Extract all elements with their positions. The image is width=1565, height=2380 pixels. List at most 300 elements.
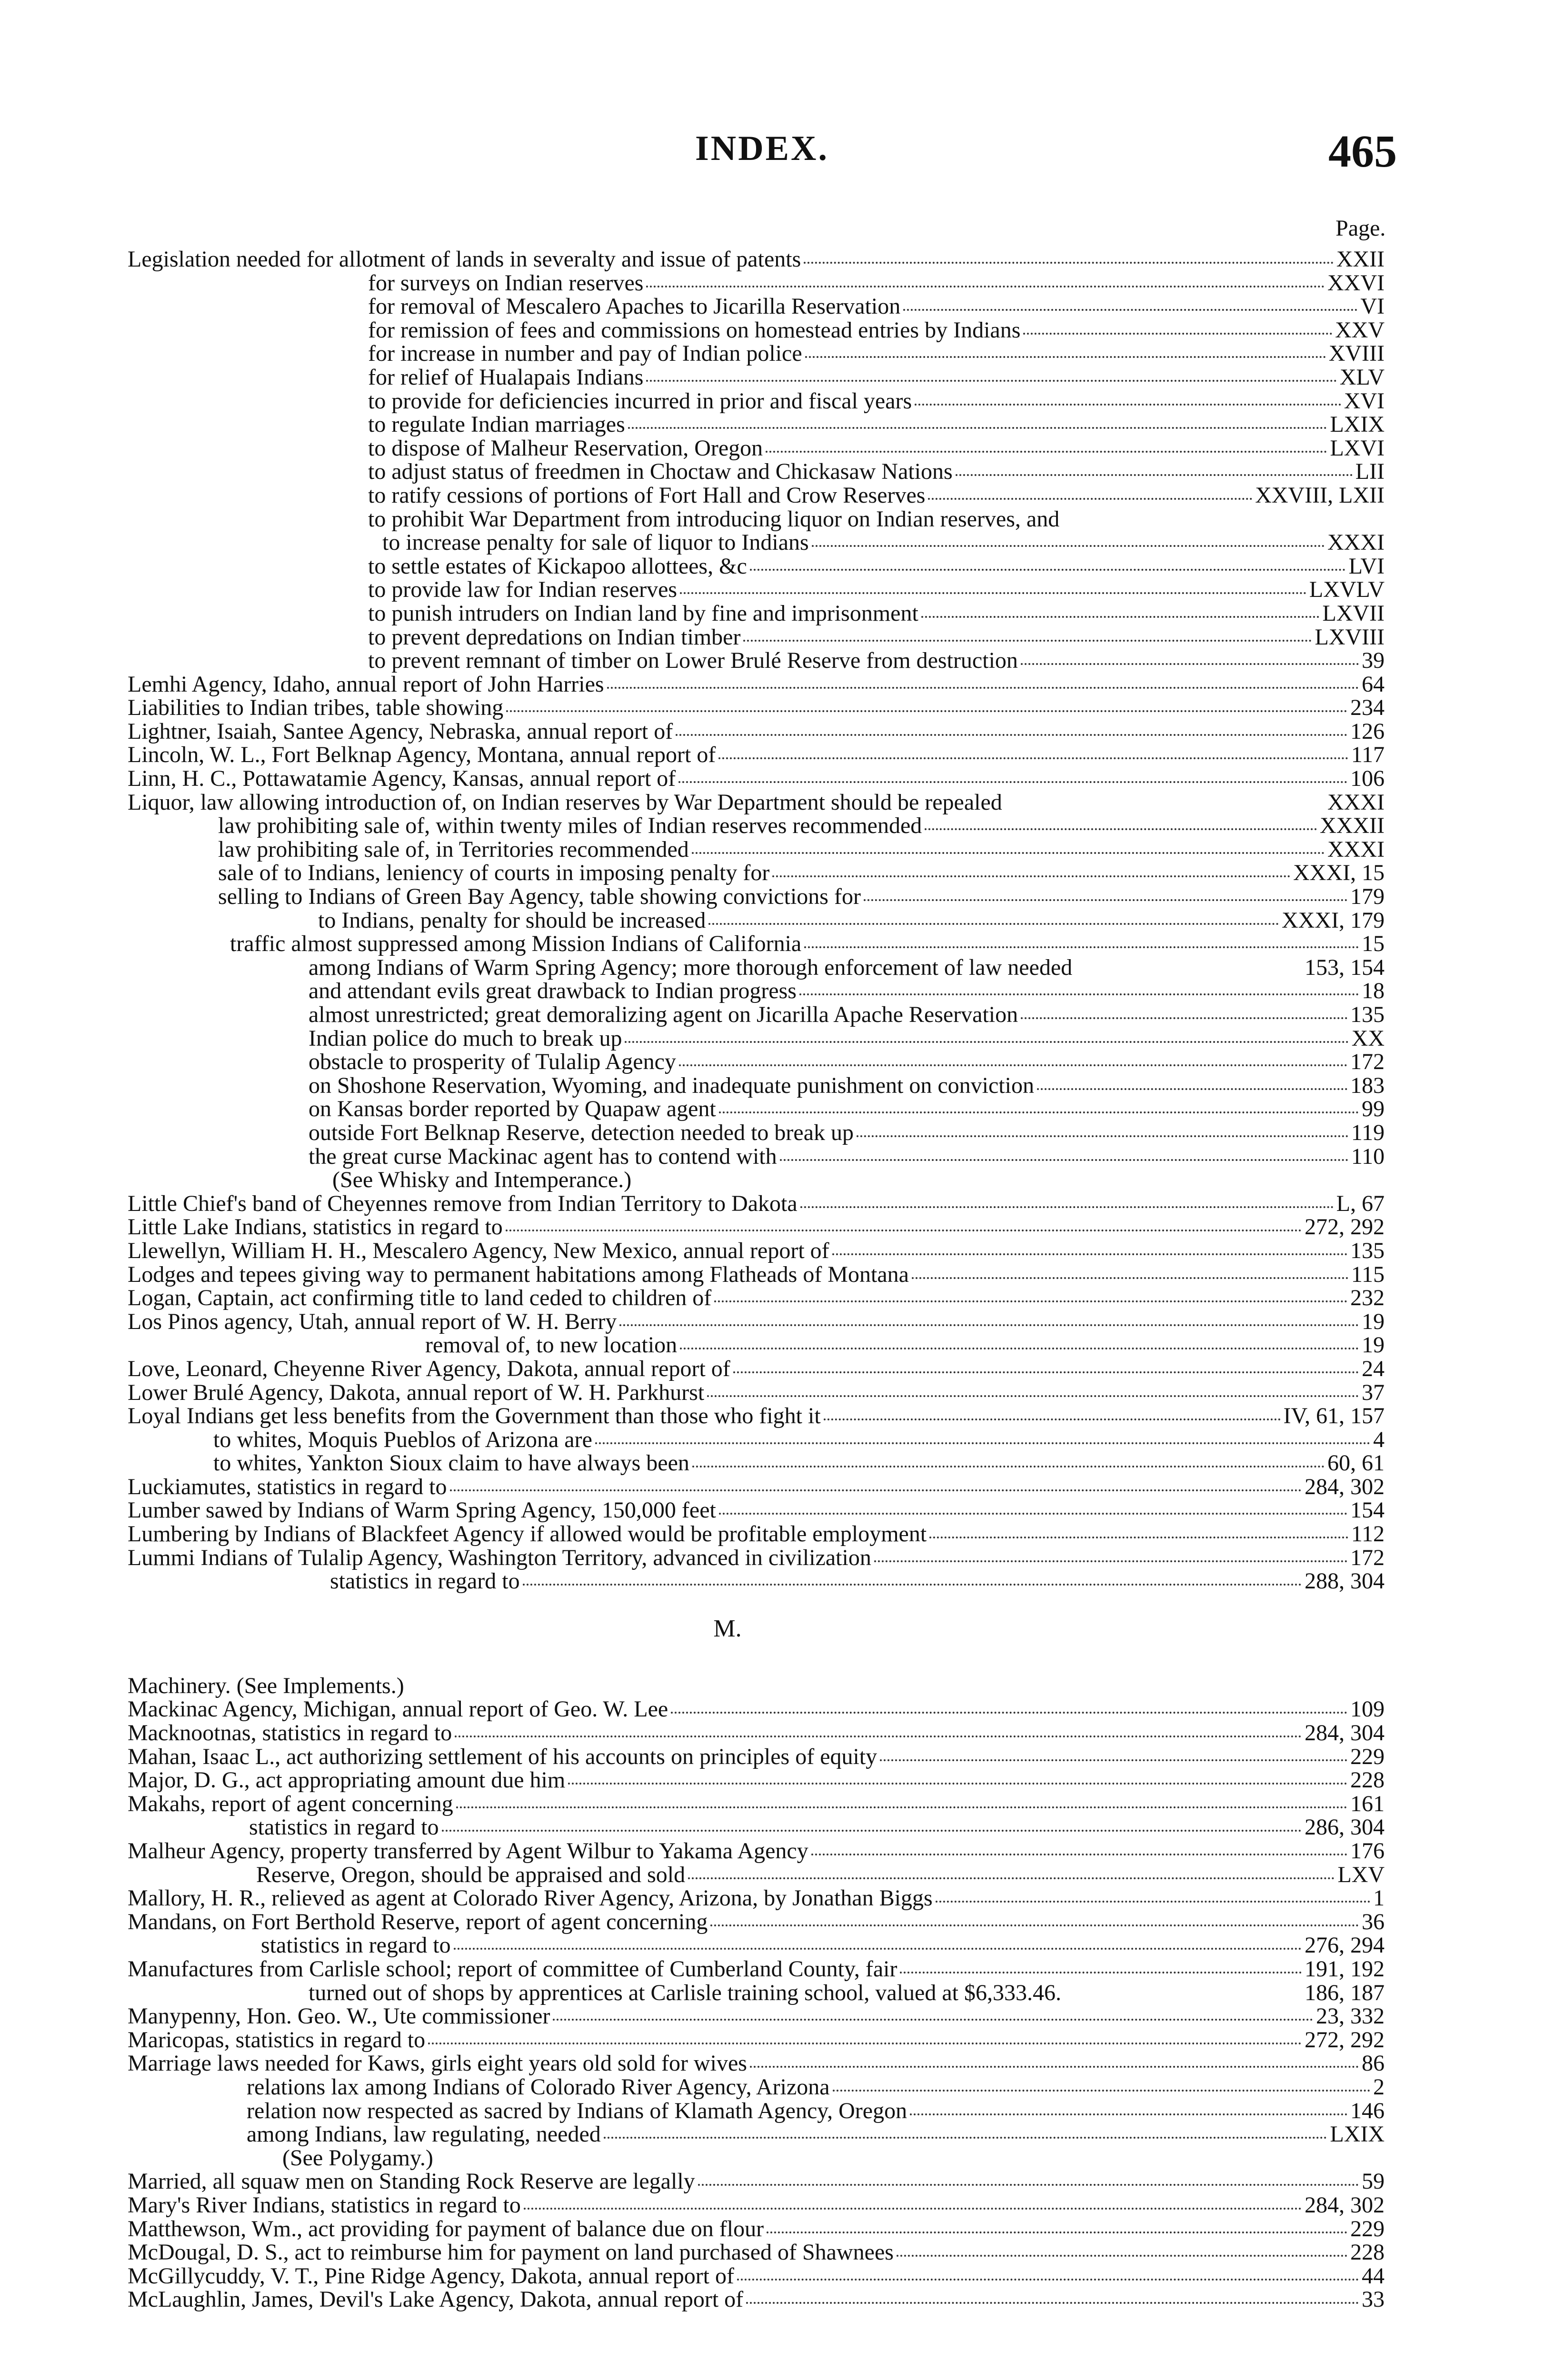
- entry-text: on Shoshone Reservation, Wyoming, and inadequate punishment on conviction: [309, 1072, 1034, 1098]
- entry-text: for increase in number and pay of Indian police: [368, 341, 802, 367]
- leader-dots: [604, 2137, 1327, 2139]
- index-entry: [128, 1357, 1385, 1381]
- entry-text: Lightner, Isaiah, Santee Agency, Nebraska, annual report of: [128, 718, 673, 744]
- entry-page-ref: 284, 302: [1305, 1474, 1385, 1499]
- entry-page-ref: 23, 332: [1316, 2003, 1385, 2029]
- leader-dots: [628, 427, 1327, 429]
- entry-page-ref: XXXI: [1327, 836, 1385, 862]
- entry-text: Lodges and tepees giving way to permanent habitations among Flatheads of Montana: [128, 1261, 909, 1287]
- index-entry: [128, 1475, 1385, 1499]
- entry-text: Reserve, Oregon, should be appraised and sold: [256, 1862, 686, 1887]
- index-entry: [128, 2193, 1385, 2217]
- leader-dots: [688, 1877, 1335, 1879]
- entry-page-ref: 64: [1362, 671, 1385, 697]
- leader-dots: [679, 1064, 1347, 1066]
- index-entry: [128, 2122, 1385, 2146]
- leader-dots: [746, 2302, 1359, 2304]
- index-entry: [128, 1027, 1385, 1051]
- index-entry: [128, 885, 1385, 909]
- leader-dots: [804, 262, 1333, 264]
- index-entry: [128, 460, 1385, 484]
- entry-page-ref: 288, 304: [1305, 1568, 1385, 1594]
- leader-dots: [897, 2255, 1347, 2257]
- entry-text: for remission of fees and commissions on homestead entries by Indians: [368, 317, 1021, 343]
- leader-dots: [766, 451, 1327, 453]
- entry-page-ref: 117: [1351, 742, 1385, 768]
- index-entry: [128, 2099, 1385, 2123]
- leader-dots: [719, 1513, 1347, 1515]
- index-entry: [128, 1569, 1385, 1593]
- index-entry: [128, 531, 1385, 555]
- leader-dots: [607, 687, 1359, 689]
- leader-dots: [442, 1830, 1302, 1832]
- entry-page-ref: XVIII: [1328, 341, 1385, 367]
- leader-dots: [698, 2184, 1359, 2186]
- index-entry: [128, 507, 1385, 531]
- entry-text: to settle estates of Kickapoo allottees, &c: [368, 553, 747, 579]
- leader-dots: [929, 1537, 1348, 1538]
- index-entry: [128, 861, 1385, 885]
- entry-page-ref: LXVII: [1322, 600, 1385, 626]
- index-entry: [128, 979, 1385, 1003]
- index-entry: [128, 2241, 1385, 2264]
- entry-text: Macknootnas, statistics in regard to: [128, 1720, 452, 1746]
- leader-dots: [710, 1924, 1359, 1926]
- leader-dots: [800, 1206, 1334, 1208]
- entry-page-ref: 109: [1350, 1696, 1385, 1722]
- leader-dots: [553, 2019, 1313, 2021]
- entry-text: McDougal, D. S., act to reimburse him for payment on land purchased of Shawnees: [128, 2240, 894, 2265]
- entry-text: Matthewson, Wm., act providing for payment of balance due on flour: [128, 2216, 764, 2241]
- index-entry: [128, 2170, 1385, 2193]
- leader-dots: [456, 1806, 1347, 1808]
- index-entry: [128, 1428, 1385, 1452]
- entry-page-ref: 172: [1350, 1545, 1385, 1570]
- leader-dots: [450, 1489, 1302, 1491]
- index-entry: [128, 318, 1385, 342]
- entry-page-ref: 39: [1362, 648, 1385, 674]
- page-column-label: Page.: [1336, 216, 1386, 241]
- leader-dots: [767, 2231, 1347, 2233]
- entry-page-ref: XX: [1351, 1025, 1385, 1051]
- entry-text: selling to Indians of Green Bay Agency, table showing convictions for: [218, 884, 861, 910]
- index-entry: [128, 413, 1385, 436]
- index-entry: [128, 248, 1385, 271]
- entry-page-ref: 19: [1362, 1332, 1385, 1358]
- entry-text: Luckiamutes, statistics in regard to: [128, 1474, 447, 1499]
- entry-text: to whites, Moquis Pueblos of Arizona are: [213, 1427, 592, 1452]
- entry-page-ref: 135: [1350, 1238, 1385, 1263]
- entry-text: for removal of Mescalero Apaches to Jicarilla Reservation: [368, 294, 901, 319]
- leader-dots: [915, 404, 1341, 406]
- index-entry: [128, 649, 1385, 673]
- index-entry: [128, 1910, 1385, 1934]
- entry-text: to provide for deficiencies incurred in prior and fiscal years: [368, 388, 912, 414]
- entry-page-ref: 234: [1350, 695, 1385, 721]
- entry-page-ref: 276, 294: [1305, 1933, 1385, 1958]
- entry-text: to ratify cessions of portions of Fort Hall and Crow Reserves: [368, 482, 926, 508]
- leader-dots: [910, 2113, 1347, 2115]
- entry-page-ref: 18: [1362, 978, 1385, 1004]
- index-entry: [128, 814, 1385, 838]
- entry-text: Little Chief's band of Cheyennes remove from Indian Territory to Dakota: [128, 1190, 797, 1216]
- entry-page-ref: XXXI: [1327, 789, 1385, 815]
- entry-text: Maricopas, statistics in regard to: [128, 2027, 426, 2053]
- entry-page-ref: LVI: [1348, 553, 1385, 579]
- leader-dots: [812, 545, 1325, 547]
- leader-dots: [804, 946, 1359, 948]
- entry-text: Lincoln, W. L., Fort Belknap Agency, Montana, annual report of: [128, 742, 716, 768]
- index-entry: [128, 1934, 1385, 1957]
- leader-dots: [811, 1854, 1347, 1855]
- leader-dots: [750, 2066, 1359, 2068]
- entry-text: among Indians of Warm Spring Agency; more thorough enforcement of law needed: [309, 954, 1073, 980]
- entry-page-ref: 44: [1362, 2263, 1385, 2289]
- entry-page-ref: 99: [1362, 1096, 1385, 1122]
- entry-text: to punish intruders on Indian land by fine and imprisonment: [368, 600, 918, 626]
- page-header-title: INDEX.: [695, 129, 829, 168]
- entry-page-ref: 106: [1350, 766, 1385, 792]
- entry-page-ref: XXVIII, LXII: [1255, 482, 1385, 508]
- entry-text: removal of, to new location: [425, 1332, 678, 1358]
- leader-dots: [874, 1560, 1347, 1562]
- entry-page-ref: L, 67: [1336, 1190, 1385, 1216]
- entry-text: Mahan, Isaac L., act authorizing settlement of his accounts on principles of equity: [128, 1744, 877, 1769]
- leader-dots: [708, 923, 1279, 925]
- entry-text: Legislation needed for allotment of lands in severalty and issue of patents: [128, 247, 801, 272]
- leader-dots: [506, 710, 1347, 712]
- index-entry: [128, 720, 1385, 744]
- index-entries: [128, 248, 1385, 2311]
- entry-page-ref: 176: [1350, 1838, 1385, 1864]
- entry-text: (See Polygamy.): [282, 2145, 433, 2171]
- entry-text: to provide law for Indian reserves: [368, 577, 678, 603]
- index-entry: [128, 2028, 1385, 2052]
- entry-text: to prevent remnant of timber on Lower Brulé Reserve from destruction: [368, 648, 1018, 674]
- entry-text: Machinery. (See Implements.): [128, 1673, 404, 1698]
- entry-page-ref: 135: [1350, 1002, 1385, 1027]
- index-entry: [128, 696, 1385, 720]
- entry-page-ref: LXVI: [1330, 435, 1385, 461]
- entry-text: Mandans, on Fort Berthold Reserve, report of agent concerning: [128, 1909, 708, 1934]
- leader-dots: [455, 1735, 1302, 1737]
- entry-text: (See Whisky and Intemperance.): [332, 1167, 632, 1193]
- page-number: 465: [1328, 126, 1397, 177]
- index-entry: [128, 602, 1385, 625]
- index-entry: [128, 1697, 1385, 1721]
- entry-text: Love, Leonard, Cheyenne River Agency, Dakota, annual report of: [128, 1356, 730, 1381]
- index-entry: [128, 1863, 1385, 1887]
- entry-page-ref: 286, 304: [1305, 1815, 1385, 1840]
- index-entry: [128, 1097, 1385, 1121]
- entry-page-ref: LXV: [1337, 1862, 1385, 1887]
- entry-page-ref: XXV: [1335, 317, 1385, 343]
- entry-text: obstacle to prosperity of Tulalip Agency: [309, 1049, 676, 1075]
- entry-page-ref: 24: [1362, 1356, 1385, 1381]
- index-entry: [128, 1192, 1385, 1216]
- entry-text: to whites, Yankton Sioux claim to have always been: [213, 1450, 689, 1476]
- entry-text: almost unrestricted; great demoralizing agent on Jicarilla Apache Reservation: [309, 1002, 1018, 1027]
- entry-page-ref: 229: [1350, 2216, 1385, 2241]
- entry-page-ref: LXVIII: [1315, 624, 1385, 650]
- entry-text: relation now respected as sacred by Indians of Klamath Agency, Oregon: [247, 2098, 907, 2123]
- entry-page-ref: XXXI, 15: [1293, 860, 1385, 886]
- entry-page-ref: 37: [1362, 1379, 1385, 1405]
- leader-dots: [921, 616, 1320, 618]
- entry-text: to regulate Indian marriages: [368, 412, 625, 437]
- index-entry: [128, 1239, 1385, 1263]
- entry-page-ref: 33: [1362, 2287, 1385, 2312]
- index-entry: [128, 1839, 1385, 1863]
- entry-page-ref: 161: [1350, 1791, 1385, 1816]
- entry-text: to Indians, penalty for should be increased: [318, 907, 706, 933]
- leader-dots: [692, 852, 1325, 854]
- entry-text: Llewellyn, William H. H., Mescalero Agency, New Mexico, annual report of: [128, 1238, 829, 1263]
- index-entry: [128, 1050, 1385, 1074]
- index-entry: [128, 2052, 1385, 2075]
- leader-dots: [454, 1948, 1302, 1950]
- leader-dots: [619, 1324, 1359, 1326]
- entry-page-ref: 153, 154: [1305, 954, 1385, 980]
- leader-dots: [805, 356, 1326, 358]
- entry-page-ref: 119: [1351, 1120, 1385, 1145]
- entry-text: on Kansas border reported by Quapaw agent: [309, 1096, 716, 1122]
- leader-dots: [646, 286, 1325, 288]
- entry-page-ref: 112: [1351, 1521, 1385, 1547]
- entry-text: Lumber sawed by Indians of Warm Spring Agency, 150,000 feet: [128, 1497, 716, 1523]
- leader-dots: [523, 1584, 1302, 1586]
- index-entry: [128, 578, 1385, 602]
- leader-dots: [928, 498, 1252, 500]
- leader-dots: [692, 1466, 1325, 1468]
- index-entry: [128, 1792, 1385, 1816]
- entry-page-ref: XXVI: [1327, 270, 1385, 296]
- index-entry: [128, 1286, 1385, 1310]
- index-entry: [128, 625, 1385, 649]
- entry-text: Mackinac Agency, Michigan, annual report of Geo. W. Lee: [128, 1696, 668, 1722]
- entry-page-ref: LXVLV: [1309, 577, 1385, 603]
- entry-page-ref: XXII: [1336, 247, 1385, 272]
- entry-text: Mary's River Indians, statistics in regard to: [128, 2192, 521, 2218]
- leader-dots: [671, 1712, 1347, 1714]
- entry-text: Liquor, law allowing introduction of, on Indian reserves by War Department should be repealed: [128, 789, 1002, 815]
- entry-page-ref: 15: [1362, 931, 1385, 957]
- leader-dots: [857, 1135, 1348, 1137]
- entry-page-ref: 228: [1350, 2240, 1385, 2265]
- entry-page-ref: 146: [1350, 2098, 1385, 2123]
- index-entry: [128, 2264, 1385, 2288]
- entry-text: the great curse Mackinac agent has to contend with: [309, 1143, 777, 1169]
- leader-dots: [678, 781, 1347, 783]
- entry-text: Malheur Agency, property transferred by Agent Wilbur to Yakama Agency: [128, 1838, 808, 1864]
- entry-text: for relief of Hualapais Indians: [368, 364, 644, 390]
- entry-text: Manufactures from Carlisle school; report of committee of Cumberland County, fair: [128, 1956, 897, 1982]
- entry-text: Married, all squaw men on Standing Rock Reserve are legally: [128, 2169, 695, 2194]
- index-entry: [128, 1333, 1385, 1357]
- entry-text: Marriage laws needed for Kaws, girls eight years old sold for wives: [128, 2051, 747, 2076]
- leader-dots: [780, 1159, 1348, 1161]
- leader-dots: [832, 1253, 1347, 1255]
- index-entry: [128, 1381, 1385, 1405]
- entry-text: to dispose of Malheur Reservation, Oregon: [368, 435, 763, 461]
- index-entry: [128, 1451, 1385, 1475]
- entry-page-ref: XVI: [1344, 388, 1385, 414]
- leader-dots: [676, 734, 1347, 736]
- index-entry: [128, 1768, 1385, 1792]
- leader-dots: [524, 2208, 1302, 2210]
- index-entry: [128, 366, 1385, 389]
- entry-text: for surveys on Indian reserves: [368, 270, 644, 296]
- entry-page-ref: 284, 302: [1305, 2192, 1385, 2218]
- leader-dots: [1023, 333, 1332, 335]
- entry-text: turned out of shops by apprentices at Carlisle training school, valued at $6,333.46.: [309, 1980, 1061, 2005]
- entry-text: statistics in regard to: [261, 1933, 451, 1958]
- index-entry: [128, 1168, 1385, 1192]
- index-entry: [128, 271, 1385, 295]
- leader-dots: [625, 1041, 1348, 1043]
- entry-text: Indian police do much to break up: [309, 1025, 622, 1051]
- index-entry: [128, 1404, 1385, 1428]
- leader-dots: [733, 1371, 1359, 1373]
- index-entry: [128, 1745, 1385, 1769]
- index-entry: [128, 484, 1385, 507]
- index-entry: [128, 1886, 1385, 1910]
- entry-page-ref: 115: [1351, 1261, 1385, 1287]
- leader-dots: [750, 569, 1346, 571]
- index-entry: [128, 1263, 1385, 1287]
- leader-dots: [743, 640, 1312, 642]
- entry-page-ref: 110: [1351, 1143, 1385, 1169]
- entry-text: Los Pinos agency, Utah, annual report of W. H. Berry: [128, 1309, 617, 1334]
- entry-page-ref: 126: [1350, 718, 1385, 744]
- entry-text: Mallory, H. R., relieved as agent at Colorado River Agency, Arizona, by Jonathan Biggs: [128, 1885, 933, 1911]
- entry-page-ref: 172: [1350, 1049, 1385, 1075]
- entry-page-ref: 2: [1373, 2074, 1385, 2100]
- entry-text: Loyal Indians get less benefits from the Government than those who fight it: [128, 1403, 821, 1429]
- index-entry: [128, 1522, 1385, 1546]
- leader-dots: [737, 2279, 1359, 2281]
- entry-text: Lumbering by Indians of Blackfeet Agency if allowed would be profitable employment: [128, 1521, 927, 1547]
- entry-page-ref: 229: [1350, 1744, 1385, 1769]
- entry-text: relations lax among Indians of Colorado River Agency, Arizona: [247, 2074, 830, 2100]
- entry-page-ref: 232: [1350, 1285, 1385, 1311]
- index-entry: [128, 1121, 1385, 1145]
- entry-text: law prohibiting sale of, within twenty miles of Indian reserves recommended: [218, 813, 922, 839]
- index-entry: [128, 1003, 1385, 1027]
- entry-page-ref: 86: [1362, 2051, 1385, 2076]
- entry-page-ref: 154: [1350, 1497, 1385, 1523]
- leader-dots: [833, 2090, 1370, 2092]
- entry-text: Liabilities to Indian tribes, table showing: [128, 695, 504, 721]
- leader-dots: [1021, 1017, 1347, 1019]
- entry-page-ref: 60, 61: [1327, 1450, 1385, 1476]
- entry-text: McGillycuddy, V. T., Pine Ridge Agency, Dakota, annual report of: [128, 2263, 734, 2289]
- entry-page-ref: 228: [1350, 1767, 1385, 1793]
- entry-text: Little Lake Indians, statistics in regard to: [128, 1214, 503, 1240]
- index-entry: [128, 342, 1385, 366]
- entry-text: Major, D. G., act appropriating amount due him: [128, 1767, 566, 1793]
- leader-dots: [595, 1442, 1370, 1444]
- index-entry: [128, 1981, 1385, 2005]
- leader-dots: [1037, 1088, 1347, 1090]
- leader-dots: [956, 474, 1353, 476]
- section-letter: M.: [713, 1615, 742, 1642]
- index-entry: [128, 1145, 1385, 1169]
- leader-dots: [718, 757, 1348, 759]
- entry-text: McLaughlin, James, Devil's Lake Agency, Dakota, annual report of: [128, 2287, 744, 2312]
- leader-dots: [799, 993, 1359, 995]
- index-entry: [128, 767, 1385, 791]
- leader-dots: [912, 1277, 1348, 1279]
- index-entry: [128, 2146, 1385, 2170]
- leader-dots: [925, 828, 1317, 830]
- leader-dots: [428, 2043, 1302, 2044]
- entry-text: statistics in regard to: [330, 1568, 520, 1594]
- leader-dots: [903, 309, 1357, 311]
- index-entry: [128, 1546, 1385, 1570]
- entry-page-ref: 284, 304: [1305, 1720, 1385, 1746]
- entry-page-ref: LII: [1355, 459, 1385, 485]
- entry-page-ref: XXXII: [1320, 813, 1385, 839]
- index-entry: [128, 1815, 1385, 1839]
- leader-dots: [506, 1230, 1302, 1231]
- leader-dots: [646, 380, 1336, 382]
- index-entry: [128, 1215, 1385, 1239]
- entry-page-ref: 59: [1362, 2169, 1385, 2194]
- leader-dots: [824, 1418, 1281, 1420]
- entry-page-ref: 36: [1362, 1909, 1385, 1934]
- entry-text: and attendant evils great drawback to Indian progress: [309, 978, 797, 1004]
- leader-dots: [707, 1395, 1359, 1397]
- entry-text: Lower Brulé Agency, Dakota, annual report of W. H. Parkhurst: [128, 1379, 705, 1405]
- index-entry: [128, 2075, 1385, 2099]
- index-entry: [128, 838, 1385, 862]
- entry-page-ref: 272, 292: [1305, 2027, 1385, 2053]
- leader-dots: [864, 899, 1347, 901]
- leader-dots: [900, 1972, 1302, 1973]
- index-entry: [128, 436, 1385, 460]
- index-entry: [128, 791, 1385, 814]
- index-entry: [128, 389, 1385, 413]
- entry-text: law prohibiting sale of, in Territories recommended: [218, 836, 689, 862]
- leader-dots: [568, 1783, 1347, 1785]
- entry-text: Lemhi Agency, Idaho, annual report of John Harries: [128, 671, 604, 697]
- entry-page-ref: XXXI: [1327, 530, 1385, 555]
- entry-text: to prevent depredations on Indian timber: [368, 624, 741, 650]
- leader-dots: [680, 592, 1306, 594]
- index-entry: [128, 1074, 1385, 1098]
- entry-page-ref: 19: [1362, 1309, 1385, 1334]
- entry-text: to adjust status of freedmen in Choctaw and Chickasaw Nations: [368, 459, 953, 485]
- index-entry: [128, 2217, 1385, 2241]
- leader-dots: [719, 1111, 1359, 1113]
- index-entry: [128, 673, 1385, 696]
- entry-page-ref: XXXI, 179: [1282, 907, 1385, 933]
- entry-page-ref: IV, 61, 157: [1283, 1403, 1385, 1429]
- index-entry: [128, 932, 1385, 956]
- entry-text: traffic almost suppressed among Mission Indians of California: [230, 931, 802, 957]
- index-entry: [128, 2288, 1385, 2311]
- entry-page-ref: LXIX: [1330, 2122, 1385, 2147]
- leader-dots: [772, 875, 1290, 877]
- entry-text: Logan, Captain, act confirming title to land ceded to children of: [128, 1285, 712, 1311]
- entry-page-ref: 1: [1373, 1885, 1385, 1911]
- index-entry: [128, 1310, 1385, 1334]
- entry-text: Linn, H. C., Pottawatamie Agency, Kansas, annual report of: [128, 766, 676, 792]
- index-entry: [128, 956, 1385, 980]
- index-entry: [128, 295, 1385, 318]
- leader-dots: [680, 1348, 1359, 1349]
